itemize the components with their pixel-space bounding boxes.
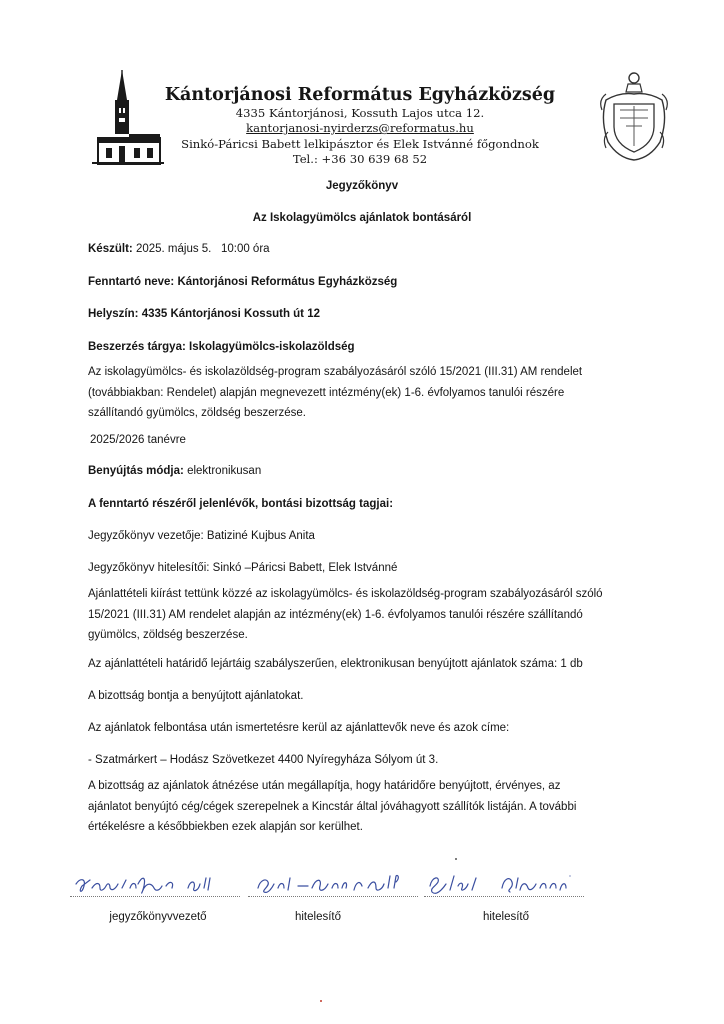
operator-row — [88, 272, 648, 293]
submission-row — [88, 461, 648, 482]
signature-line — [248, 896, 418, 897]
subject-label: Beszerzés tárgya: — [88, 341, 186, 353]
recorder-line: Jegyzőkönyv vezetője: Batiziné Kujbus Anita — [88, 530, 315, 542]
certifier-signature-label: hitelesítő — [294, 911, 342, 923]
intro-paragraph — [88, 362, 654, 424]
submission-value: elektronikusan — [187, 465, 262, 477]
recorder-signature-label: jegyzőkönyvvezető — [109, 911, 207, 923]
conclusion-line: ajánlatot benyújtó cég/cégek szerepelnek a Kincstár által jóváhagyott szállítók listáján. A további — [88, 800, 577, 813]
school-year: 2025/2026 tanévre — [90, 434, 186, 446]
conclusion-line: A bizottság az ajánlatok átnézése után megállapítja, hogy határidőre benyújtott, érvényes, az — [88, 780, 561, 792]
signature-line — [424, 896, 584, 897]
scan-speck — [455, 858, 457, 860]
parish-officers: Sinkó-Páricsi Babett lelkipásztor és Elek Istvánné főgondnok — [181, 136, 539, 151]
subject-value: Iskolagyümölcs-iskolazöldség — [189, 341, 355, 353]
intro-line: szállítandó gyümölcs, zöldség beszerzése. — [88, 407, 306, 419]
submission-label: Benyújtás módja: — [88, 465, 184, 477]
certifiers-line: Jegyzőkönyv hitelesítői: Sinkó –Páricsi Babett, Elek Istvánné — [88, 562, 398, 574]
location-row — [88, 304, 648, 325]
bidder-line: - Szatmárkert – Hodász Szövetkezet 4400 Nyíregyháza Sólyom út 3. — [88, 754, 439, 766]
call-line: 15/2021 (III.31) AM rendelet alapján az intézmény(ek) 1-6. évfolyamos tanulói részére szállítandó — [88, 608, 583, 621]
committee-heading: A fenntartó részéről jelenlévők, bontási bizottság tagjai: — [88, 498, 394, 510]
signature-line — [70, 896, 240, 897]
conclusion-line: értékelésre a későbbiekben ezek alapján sor kerülhet. — [88, 821, 363, 833]
offer-count-line: Az ajánlattételi határidő lejártáig szabályszerűen, elektronikusan benyújtott ajánlatok száma: 1 db — [88, 658, 583, 670]
prepared-label: Készült: — [88, 243, 133, 255]
location-value: 4335 Kántorjánosi Kossuth út 12 — [141, 308, 320, 320]
parish-email[interactable]: kantorjanosi-nyirderzs@reformatus.hu — [246, 121, 474, 136]
certifier-signature-label: hitelesítő — [482, 911, 530, 923]
opening-line: A bizottság bontja a benyújtott ajánlatokat. — [88, 690, 304, 702]
conclusion-paragraph — [88, 776, 654, 838]
intro-line: (továbbiakban: Rendelet) alapján megnevezett intézmény(ek) 1-6. évfolyamos tanulói részére — [88, 386, 565, 399]
document-title: Jegyzőkönyv — [325, 180, 399, 192]
scan-speck — [320, 1000, 322, 1002]
location-label: Helyszín: — [88, 308, 139, 320]
letterhead — [150, 84, 570, 167]
prepared-row — [88, 239, 648, 260]
announcement-line: Az ajánlatok felbontása után ismertetésre kerül az ajánlattevők neve és azok címe: — [88, 722, 510, 734]
coat-of-arms-icon — [598, 70, 670, 162]
call-line: gyümölcs, zöldség beszerzése. — [88, 629, 248, 641]
operator-label: Fenntartó neve: — [88, 276, 175, 288]
subject-row — [88, 337, 648, 358]
parish-name: Kántorjánosi Református Egyházközség — [164, 85, 556, 105]
call-paragraph — [88, 584, 654, 646]
call-line: Ajánlattételi kiírást tettünk közzé az iskolagyümölcs- és iskolazöldség-program szabályozásáról szóló — [88, 588, 603, 600]
parish-address: 4335 Kántorjánosi, Kossuth Lajos utca 12. — [235, 106, 485, 120]
operator-value: Kántorjánosi Református Egyházközség — [177, 276, 398, 288]
parish-phone: Tel.: +36 30 639 68 52 — [292, 151, 428, 166]
intro-line: Az iskolagyümölcs- és iskolazöldség-program szabályozásáról szóló 15/2021 (III.31) AM rendelet — [88, 366, 583, 378]
prepared-value: 2025. május 5. 10:00 óra — [135, 243, 270, 255]
document-subtitle: Az Iskolagyümölcs ajánlatok bontásáról — [252, 212, 472, 224]
